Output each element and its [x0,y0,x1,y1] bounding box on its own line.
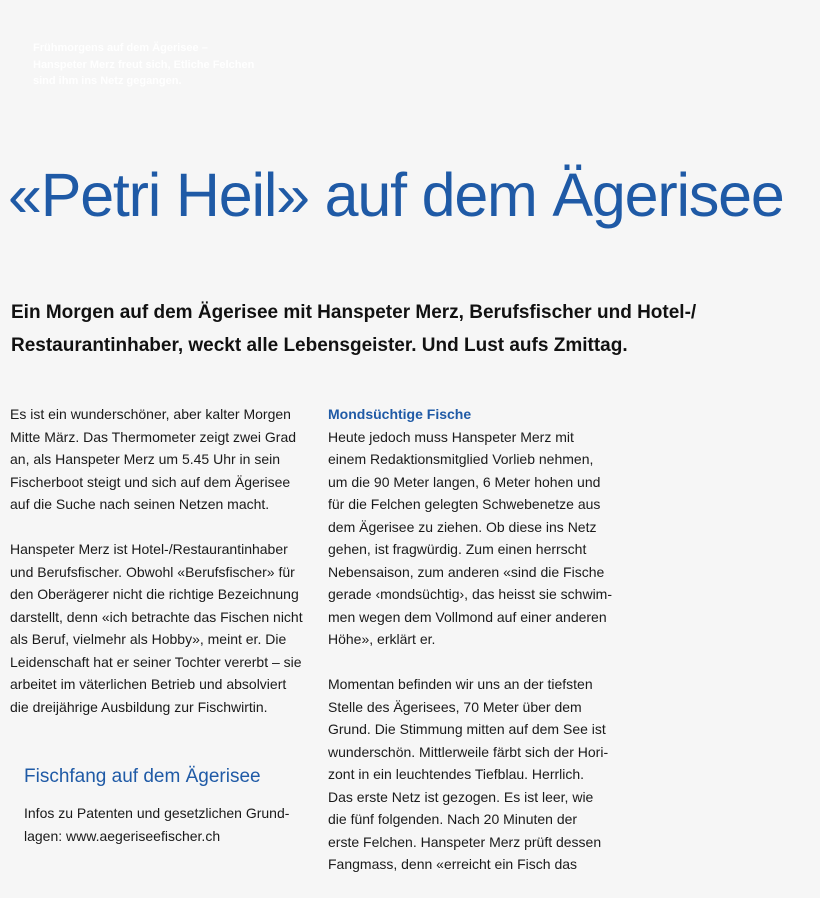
text-line: Infos zu Patenten und gesetzlichen Grund- [24,805,290,821]
text-line: einem Redaktionsmitglied Vorlieb nehmen, [328,451,594,467]
text-line: Stelle des Ägerisees, 70 Meter über dem [328,698,582,715]
text-line: die fünf folgenden. Nach 20 Minuten der [328,811,578,827]
text-line: als Beruf, vielmehr als Hobby», meint er. Die [10,631,287,647]
text-line: Es ist ein wunderschöner, aber kalter Morgen [10,406,291,422]
text-line: Das erste Netz ist gezogen. Es ist leer, wie [328,788,594,805]
lead-line: Ein Morgen auf dem Ägerisee mit Hanspeter Merz, Berufsfischer und Hotel-/ [11,302,697,323]
article-title: «Petri Heil» auf dem Ägerisee [8,161,784,229]
text-line: Hanspeter Merz ist Hotel-/Restaurantinhaber [10,541,288,557]
text-line: Mitte März. Das Thermometer zeigt zwei Grad [10,428,297,445]
info-box-text [24,802,314,847]
text-line: für die Felchen gelegten Schwebenetze aus [328,496,601,512]
text-line: Momentan befinden wir uns an der tiefsten [328,676,593,692]
text-line: gerade ‹mondsüchtig›, das heisst sie schwim- [328,586,613,602]
text-line: darstellt, denn «ich betrachte das Fischen nicht [10,608,303,625]
body-paragraph [328,426,628,651]
caption-line: sind ihm ins Netz gegangen. [33,75,182,87]
text-line: die dreijährige Ausbildung zur Fischwirtin. [10,698,268,715]
info-box-title: Fischfang auf dem Ägerisee [24,766,261,787]
text-line: Fischerboot steigt und sich auf dem Ägerisee [10,473,291,490]
body-paragraph [328,673,628,876]
text-line: dem Ägerisee zu ziehen. Ob diese ins Netz [328,518,597,535]
text-line: Grund. Die Stimmung mitten auf dem See ist [328,721,606,737]
info-box [24,766,314,847]
text-line: Höhe», erklärt er. [328,631,436,647]
text-line: und Berufsfischer. Obwohl «Berufsfischer» für [10,563,295,580]
left-column [10,403,310,741]
lead-line: Restaurantinhaber, weckt alle Lebensgeister. Und Lust aufs Zmittag. [11,335,628,356]
text-line: den Oberägerer nicht die richtige Bezeichnung [10,586,299,602]
text-line: arbeitet im väterlichen Betrieb und absolviert [10,676,287,692]
text-line: Nebensaison, zum anderen «sind die Fische [328,563,605,580]
caption-line: Frühmorgens auf dem Ägerisee – [33,42,208,54]
body-paragraph [10,403,310,516]
section-subheading: Mondsüchtige Fische [328,406,472,422]
right-column [328,403,628,898]
body-paragraph [10,538,310,718]
text-line: zont in ein leuchtendes Tiefblau. Herrlich. [328,766,585,782]
text-line: wunderschön. Mittlerweile färbt sich der Hori- [328,743,609,760]
text-line: Fangmass, denn «erreicht ein Fisch das [328,856,578,872]
caption-line: Hanspeter Merz freut sich, Etliche Felchen [33,58,255,71]
text-line: gehen, ist fragwürdig. Zum einen herrscht [328,541,587,557]
article-lead [11,296,811,362]
text-line: Leidenschaft hat er seiner Tochter vererbt – sie [10,653,302,670]
text-line: erste Felchen. Hanspeter Merz prüft dessen [328,833,602,850]
text-line: Heute jedoch muss Hanspeter Merz mit [328,428,574,445]
text-line: auf die Suche nach seinen Netzen macht. [10,496,270,512]
text-line: an, als Hanspeter Merz um 5.45 Uhr in sein [10,451,281,467]
photo-caption [33,40,283,90]
text-line: men wegen dem Vollmond auf einer anderen [328,608,607,625]
text-line: lagen: www.aegeriseefischer.ch [24,827,221,844]
text-line: um die 90 Meter langen, 6 Meter hohen und [328,473,601,490]
